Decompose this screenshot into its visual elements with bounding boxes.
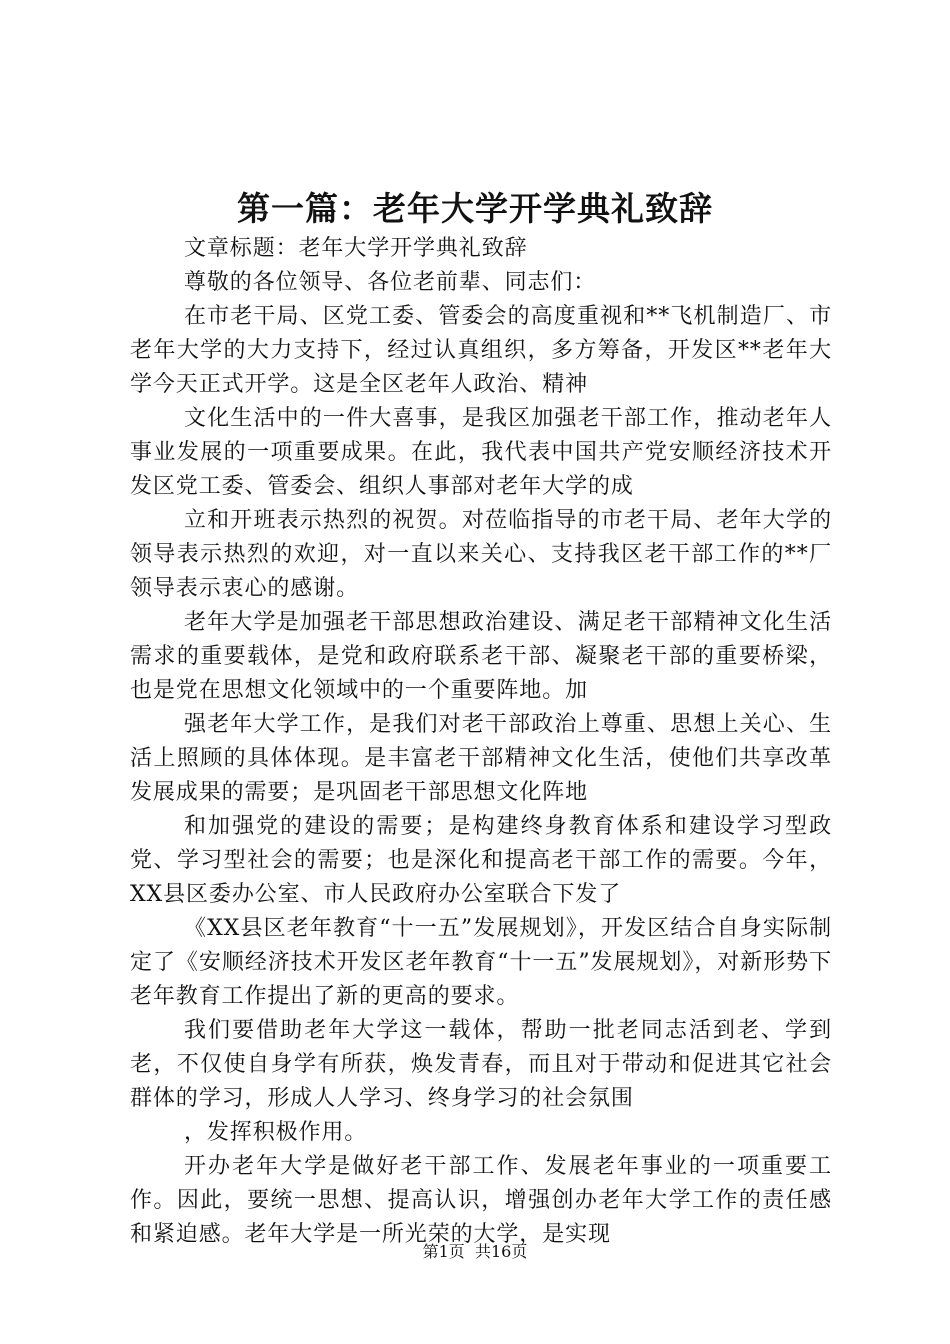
paragraph: 和加强党的建设的需要；是构建终身教育体系和建设学习型政党、学习型社会的需要；也是深化和提高老干部工作的需要。今年，XX县区委办公室、市人民政府办公室联合下发了 (130, 814, 832, 907)
document-body (130, 232, 832, 1252)
document-title: 第一篇：老年大学开学典礼致辞 (237, 189, 713, 228)
paragraph: 老年大学是加强老干部思想政治建设、满足老干部精神文化生活需求的重要载体，是党和政府联系老干部、凝聚老干部的重要桥梁，也是党在思想文化领域中的一个重要阵地。加 (130, 610, 832, 703)
paragraph: 立和开班表示热烈的祝贺。对莅临指导的市老干局、老年大学的领导表示热烈的欢迎，对一直以来关心、支持我区老干部工作的**厂领导表示衷心的感谢。 (130, 508, 832, 601)
paragraph: 文化生活中的一件大喜事，是我区加强老干部工作，推动老年人事业发展的一项重要成果。在此，我代表中国共产党安顺经济技术开发区党工委、管委会、组织人事部对老年大学的成 (130, 406, 832, 499)
paragraph: 开办老年大学是做好老干部工作、发展老年事业的一项重要工作。因此，要统一思想、提高认识，增强创办老年大学工作的责任感和紧迫感。老年大学是一所光荣的大学，是实现 (130, 1154, 832, 1247)
page-number: 第1页 (422, 1242, 465, 1261)
paragraph: 强老年大学工作，是我们对老干部政治上尊重、思想上关心、生活上照顾的具体体现。是丰富老干部精神文化生活，使他们共享改革发展成果的需要；是巩固老干部思想文化阵地 (130, 712, 832, 805)
footer-separator (465, 1242, 475, 1261)
paragraph: 尊敬的各位领导、各位老前辈、同志们： (184, 270, 597, 295)
paragraph: 《XX县区老年教育“十一五”发展规划》，开发区结合自身实际制定了《安顺经济技术开发区老年教育“十一五”发展规划》，对新形势下老年教育工作提出了新的更高的要求。 (130, 916, 832, 1009)
paragraph: ，发挥积极作用。 (184, 1120, 368, 1145)
paragraph: 在市老干局、区党工委、管委会的高度重视和**飞机制造厂、市老年大学的大力支持下，经过认真组织，多方筹备，开发区**老年大学今天正式开学。这是全区老年人政治、精神 (130, 304, 832, 397)
paragraph: 我们要借助老年大学这一载体，帮助一批老同志活到老、学到老，不仅使自身学有所获，焕发青春，而且对于带动和促进其它社会群体的学习，形成人人学习、终身学习的社会氛围 (130, 1018, 832, 1111)
page-footer (0, 1240, 950, 1264)
paragraph: 文章标题：老年大学开学典礼致辞 (184, 236, 528, 261)
page-total: 共16页 (474, 1242, 528, 1261)
